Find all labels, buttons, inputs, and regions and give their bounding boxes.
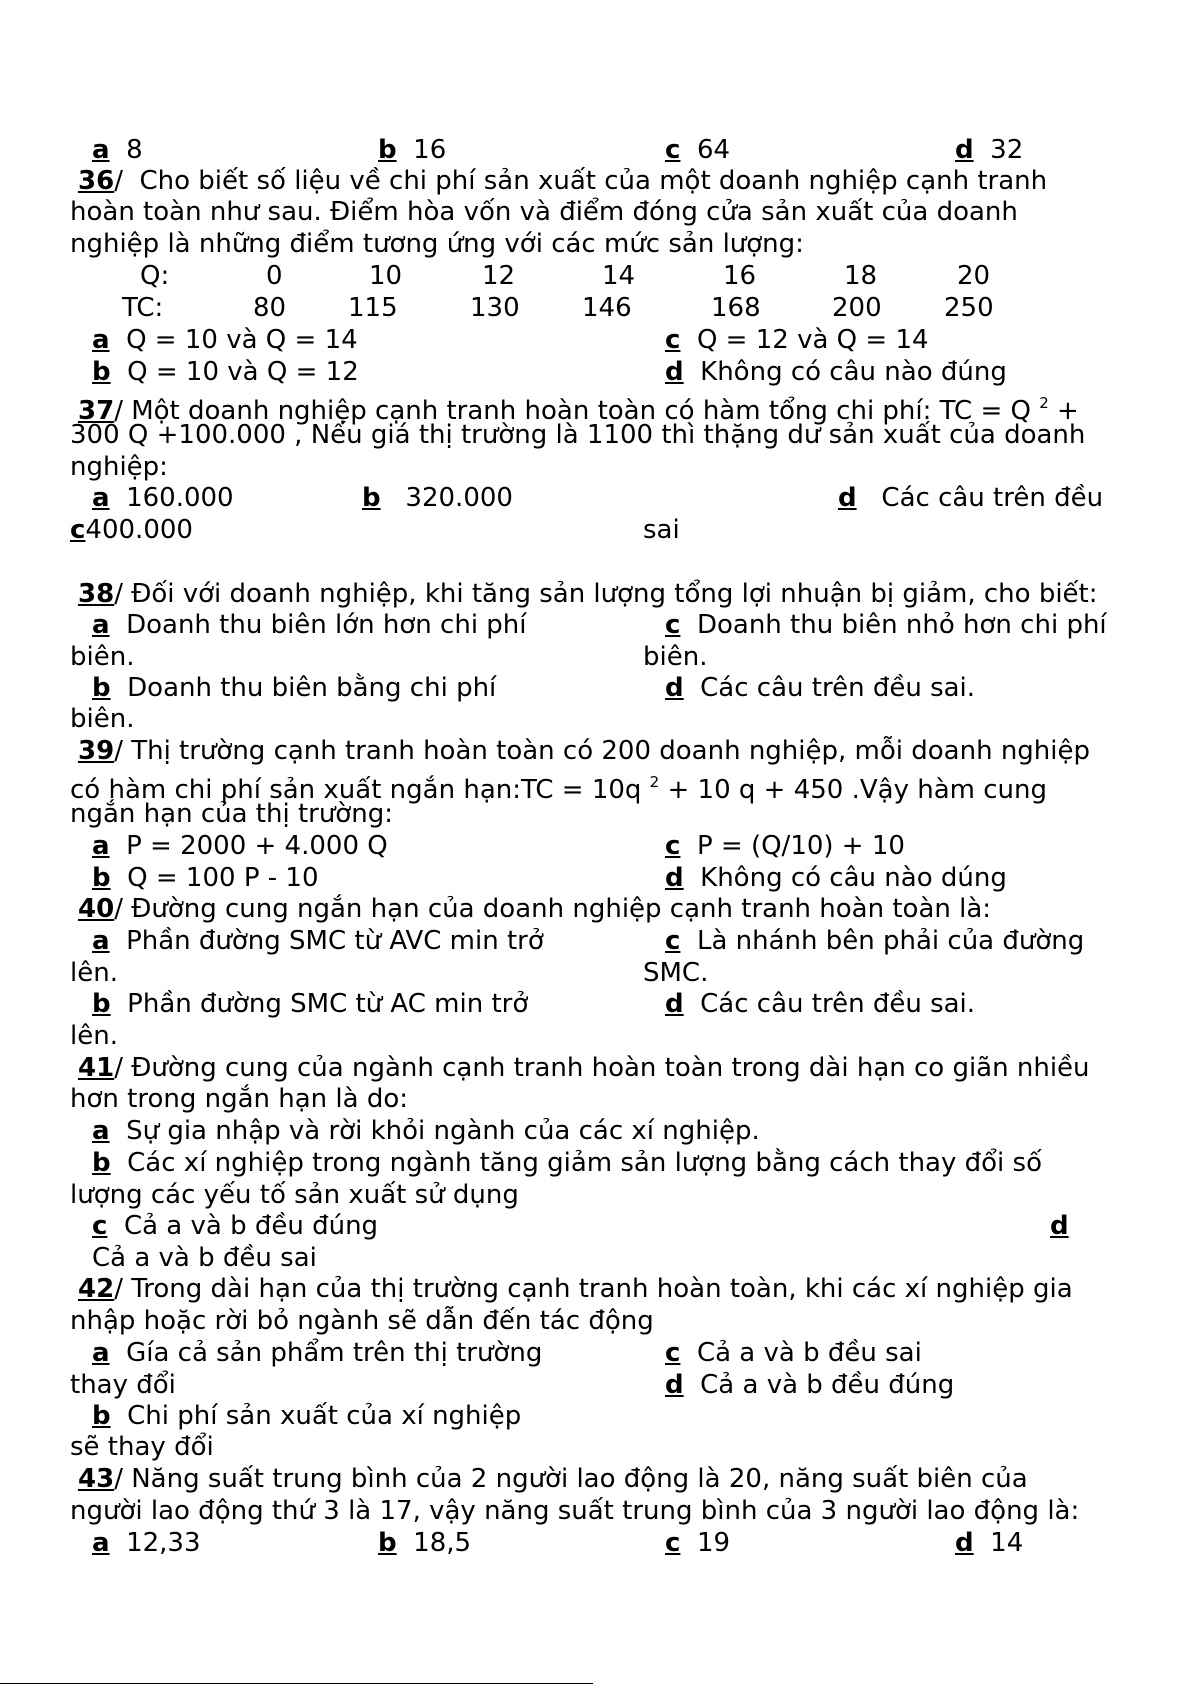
table-q-value: 0	[266, 261, 283, 291]
q37-option-c: c400.000	[70, 515, 193, 545]
q37-line3: nghiệp:	[70, 452, 168, 482]
q42-option-c: c Cả a và b đều sai	[665, 1338, 922, 1368]
q40-option-c-cont: SMC.	[643, 958, 709, 988]
q39-line3: ngắn hạn của thị trường:	[70, 799, 393, 829]
q36-line2: hoàn toàn như sau. Điểm hòa vốn và điểm đóng cửa sản xuất của doanh	[70, 197, 1018, 227]
q40-option-d: d Các câu trên đều sai.	[665, 989, 976, 1019]
q39-option-c: c P = (Q/10) + 10	[665, 831, 905, 861]
q35-option-c: c 64	[665, 135, 731, 165]
q41-line2: hơn trong ngắn hạn là do:	[70, 1084, 408, 1114]
q40-option-b-cont: lên.	[70, 1021, 118, 1051]
q35-option-b: b 16	[378, 135, 447, 165]
q36-option-c: c Q = 12 và Q = 14	[665, 325, 929, 355]
q38-question: 38/ Đối với doanh nghiệp, khi tăng sản lượng tổng lợi nhuận bị giảm, cho biết:	[78, 579, 1098, 609]
table-tc-value: 250	[944, 293, 994, 323]
q39-question: 39/ Thị trường cạnh tranh hoàn toàn có 200 doanh nghiệp, mỗi doanh nghiệp	[78, 736, 1091, 766]
q38-option-b: b Doanh thu biên bằng chi phí	[92, 673, 497, 703]
q41-option-b-cont: lượng các yếu tố sản xuất sử dụng	[70, 1180, 519, 1210]
q40-option-c: c Là nhánh bên phải của đường	[665, 926, 1085, 956]
q39-option-a: a P = 2000 + 4.000 Q	[92, 831, 388, 861]
q40-option-a: a Phần đường SMC từ AVC min trở	[92, 926, 544, 956]
table-q-label: Q:	[140, 261, 170, 291]
table-q-value: 18	[844, 261, 878, 291]
q41-option-d-letter: d	[1050, 1211, 1069, 1241]
q37-option-a: a 160.000	[92, 483, 234, 513]
page-footer-rule	[0, 1683, 593, 1684]
q42-question: 42/ Trong dài hạn của thị trường cạnh tranh hoàn toàn, khi các xí nghiệp gia	[78, 1274, 1073, 1304]
q41-option-b: b Các xí nghiệp trong ngành tăng giảm sản lượng bằng cách thay đổi số	[92, 1148, 1042, 1178]
q43-option-d: d 14	[955, 1528, 1024, 1558]
q36-question: 36/ Cho biết số liệu về chi phí sản xuất của một doanh nghiệp cạnh tranh	[78, 166, 1048, 196]
q41-question: 41/ Đường cung của ngành cạnh tranh hoàn toàn trong dài hạn co giãn nhiều	[78, 1053, 1090, 1083]
q42-option-a-cont: thay đổi	[70, 1370, 176, 1400]
q39-line2: có hàm chi phí sản xuất ngắn hạn:TC = 10q $^2$ + 10 q + 450 .Vậy hàm cung	[70, 773, 1047, 805]
q40-option-a-cont: lên.	[70, 958, 118, 988]
table-q-value: 16	[723, 261, 757, 291]
q37-option-b: b 320.000	[362, 483, 513, 513]
q36-option-a: a Q = 10 và Q = 14	[92, 325, 358, 355]
q40-question: 40/ Đường cung ngắn hạn của doanh nghiệp cạnh tranh hoàn toàn là:	[78, 894, 992, 924]
q41-option-c: c Cả a và b đều đúng	[92, 1211, 379, 1241]
q38-option-a-cont: biên.	[70, 642, 135, 672]
q39-option-d: d Không có câu nào dúng	[665, 863, 1007, 893]
q43-option-a: a 12,33	[92, 1528, 201, 1558]
table-tc-value: 115	[348, 293, 398, 323]
q37-option-d: d Các câu trên đều	[838, 483, 1104, 513]
q43-line2: người lao động thứ 3 là 17, vậy năng suất trung bình của 3 người lao động là:	[70, 1496, 1080, 1526]
table-tc-value: 80	[253, 293, 287, 323]
table-tc-value: 146	[582, 293, 632, 323]
q41-option-a: a Sự gia nhập và rời khỏi ngành của các xí nghiệp.	[92, 1116, 760, 1146]
table-tc-value: 168	[711, 293, 761, 323]
q42-line2: nhập hoặc rời bỏ ngành sẽ dẫn đến tác động	[70, 1306, 654, 1336]
q42-option-b: b Chi phí sản xuất của xí nghiệp	[92, 1401, 522, 1431]
q42-option-a: a Gía cả sản phẩm trên thị trường	[92, 1338, 543, 1368]
q36-line3: nghiệp là những điểm tương ứng với các mức sản lượng:	[70, 229, 804, 259]
q41-option-d: Cả a và b đều sai	[92, 1243, 317, 1273]
q39-option-b: b Q = 100 P - 10	[92, 863, 319, 893]
table-q-value: 12	[482, 261, 516, 291]
q36-option-d: d Không có câu nào đúng	[665, 357, 1007, 387]
q38-option-c: c Doanh thu biên nhỏ hơn chi phí	[665, 610, 1107, 640]
q40-option-b: b Phần đường SMC từ AC min trở	[92, 989, 529, 1019]
table-q-value: 14	[602, 261, 636, 291]
table-q-value: 10	[369, 261, 403, 291]
table-q-value: 20	[957, 261, 991, 291]
table-tc-value: 200	[832, 293, 882, 323]
q43-option-b: b 18,5	[378, 1528, 472, 1558]
q43-option-c: c 19	[665, 1528, 731, 1558]
q37-option-d-cont: sai	[643, 515, 680, 545]
q38-option-d: d Các câu trên đều sai.	[665, 673, 976, 703]
q35-option-d: d 32	[955, 135, 1024, 165]
q38-option-a: a Doanh thu biên lớn hơn chi phí	[92, 610, 527, 640]
q38-option-b-cont: biên.	[70, 704, 135, 734]
q36-option-b: b Q = 10 và Q = 12	[92, 357, 359, 387]
q35-option-a: a 8	[92, 135, 143, 165]
table-tc-label: TC:	[122, 293, 164, 323]
q38-option-c-cont: biên.	[643, 642, 708, 672]
q43-question: 43/ Năng suất trung bình của 2 người lao động là 20, năng suất biên của	[78, 1464, 1028, 1494]
q37-question: 37/ Một doanh nghiệp cạnh tranh hoàn toàn có hàm tổng chi phí: TC = Q $^2$ +	[78, 394, 1079, 426]
q42-option-b-cont: sẽ thay đổi	[70, 1432, 214, 1462]
table-tc-value: 130	[470, 293, 520, 323]
q42-option-d: d Cả a và b đều đúng	[665, 1370, 955, 1400]
q37-line2: 300 Q +100.000 , Nếu giá thị trường là 1100 thì thặng dư sản xuất của doanh	[70, 420, 1086, 450]
